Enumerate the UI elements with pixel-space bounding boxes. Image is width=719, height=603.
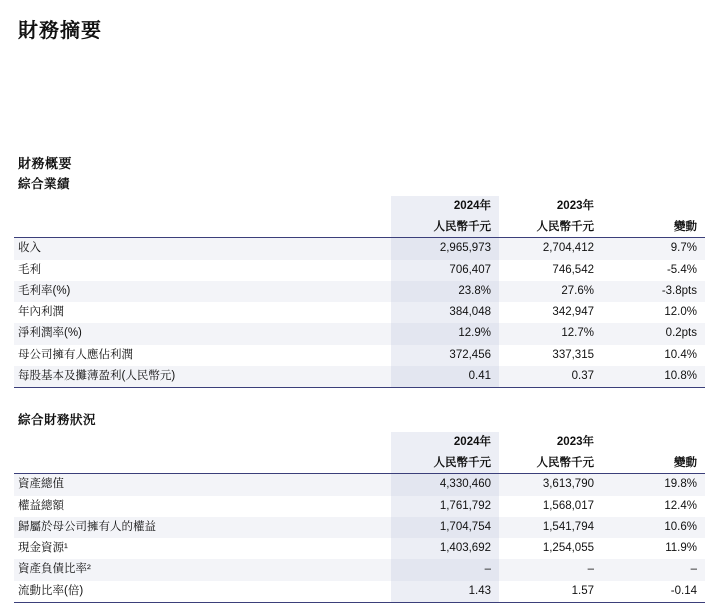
table-row — [14, 302, 705, 323]
row-change: – — [602, 559, 705, 580]
header-change-1 — [602, 196, 705, 217]
row-change: 19.8% — [602, 474, 705, 496]
table-row — [14, 366, 705, 388]
row-change: 10.8% — [602, 366, 705, 388]
page-title: 財務摘要 — [18, 20, 102, 42]
row-change: 12.4% — [664, 499, 697, 512]
row-value-2024: 1,403,692 — [391, 538, 499, 559]
row-change: -0.14 — [602, 581, 705, 603]
sub-heading-position: 綜合財務狀況 — [18, 413, 97, 428]
row-change: 9.7% — [602, 238, 705, 260]
row-label: 毛利率(%) — [14, 281, 391, 302]
row-value-2024: 0.41 — [391, 366, 499, 388]
row-label: 淨利潤率(%) — [14, 323, 391, 344]
position-table-head — [14, 432, 705, 474]
table-header-row-units — [14, 453, 705, 474]
row-value-2024: 12.9% — [391, 323, 499, 344]
row-value-2024: 706,407 — [391, 260, 499, 281]
row-value-2023: – — [499, 559, 602, 580]
row-change: 10.6% — [602, 517, 705, 538]
row-change: 12.0% — [664, 306, 697, 319]
row-change: 0.2pts — [602, 323, 705, 344]
row-change: 11.9% — [665, 542, 697, 555]
row-value-2023: 337,315 — [552, 348, 594, 361]
row-value-2023: 1,541,794 — [499, 517, 602, 538]
table-row — [14, 496, 705, 517]
sub-heading-results: 綜合業績 — [18, 177, 71, 191]
row-value-2024: 1,761,792 — [391, 496, 499, 517]
header-label — [14, 432, 391, 453]
row-value-2024: 384,048 — [391, 302, 499, 323]
row-value-2023: 27.6% — [499, 281, 602, 302]
table-header-row-units — [14, 217, 705, 238]
row-label: 年內利潤 — [18, 306, 64, 319]
table-row — [14, 238, 705, 260]
title-spacer — [14, 49, 705, 153]
position-table-body — [14, 474, 705, 603]
row-label: 毛利 — [18, 263, 41, 276]
table-row — [14, 538, 705, 559]
table-gap — [14, 388, 705, 410]
header-change-units: 變動 — [674, 456, 697, 469]
header-year-current-units: 人民幣千元 — [391, 453, 499, 474]
row-change: -5.4% — [666, 263, 697, 276]
row-label: 權益總額 — [18, 499, 64, 512]
table-row — [14, 559, 705, 580]
row-value-2024: 23.8% — [391, 281, 499, 302]
table-row — [14, 281, 705, 302]
results-table — [14, 196, 705, 388]
row-change: 10.4% — [664, 348, 697, 361]
row-label: 母公司擁有人應佔利潤 — [18, 348, 133, 361]
row-value-2024: 372,456 — [391, 345, 499, 366]
header-label-units — [14, 217, 391, 238]
row-value-2023: 3,613,790 — [499, 474, 602, 496]
row-value-2023: 1,254,055 — [542, 542, 594, 555]
results-table-body — [14, 238, 705, 388]
table-header-row — [14, 432, 705, 453]
header-label — [14, 196, 391, 217]
row-value-2023: 746,542 — [552, 263, 594, 276]
section-heading: 財務概要 — [18, 156, 73, 171]
row-value-2023: 342,947 — [552, 306, 594, 319]
table-row — [14, 517, 705, 538]
row-label: 歸屬於母公司擁有人的權益 — [14, 517, 391, 538]
financial-position-table — [14, 432, 705, 603]
table-row — [14, 260, 705, 281]
results-table-head — [14, 196, 705, 238]
table-row — [14, 474, 705, 496]
row-value-2024: 1.43 — [391, 581, 499, 603]
header-year-prior-units: 人民幣千元 — [536, 456, 594, 469]
row-value-2024: 2,965,973 — [391, 238, 499, 260]
row-label: 收入 — [14, 238, 391, 260]
row-value-2024: 1,704,754 — [391, 517, 499, 538]
row-value-2023: 1.57 — [499, 581, 602, 603]
row-value-2023: 1,568,017 — [542, 499, 594, 512]
header-change-1 — [602, 432, 705, 453]
header-label-units — [14, 453, 391, 474]
row-label: 流動比率(倍) — [14, 581, 391, 603]
row-label: 每股基本及攤薄盈利(人民幣元) — [14, 366, 391, 388]
header-year-current-1: 2024年 — [391, 432, 499, 453]
header-year-prior-1: 2023年 — [556, 200, 594, 212]
table-row — [14, 323, 705, 344]
header-year-prior-units: 人民幣千元 — [536, 220, 594, 233]
header-year-current-1: 2024年 — [391, 196, 499, 217]
header-change-units: 變動 — [674, 220, 697, 233]
row-value-2023: 12.7% — [499, 323, 602, 344]
row-value-2024: 4,330,460 — [391, 474, 499, 496]
table-header-row — [14, 196, 705, 217]
row-value-2023: 2,704,412 — [499, 238, 602, 260]
table-row — [14, 345, 705, 366]
row-label: 現金資源¹ — [18, 542, 68, 555]
row-value-2023: 0.37 — [499, 366, 602, 388]
header-year-prior-1: 2023年 — [556, 436, 594, 449]
row-label: 資產總值 — [14, 474, 391, 496]
row-change: -3.8pts — [602, 281, 705, 302]
row-value-2024: – — [391, 559, 499, 580]
header-year-current-units: 人民幣千元 — [391, 217, 499, 238]
row-label: 資產負債比率² — [14, 559, 391, 580]
table-row — [14, 581, 705, 603]
